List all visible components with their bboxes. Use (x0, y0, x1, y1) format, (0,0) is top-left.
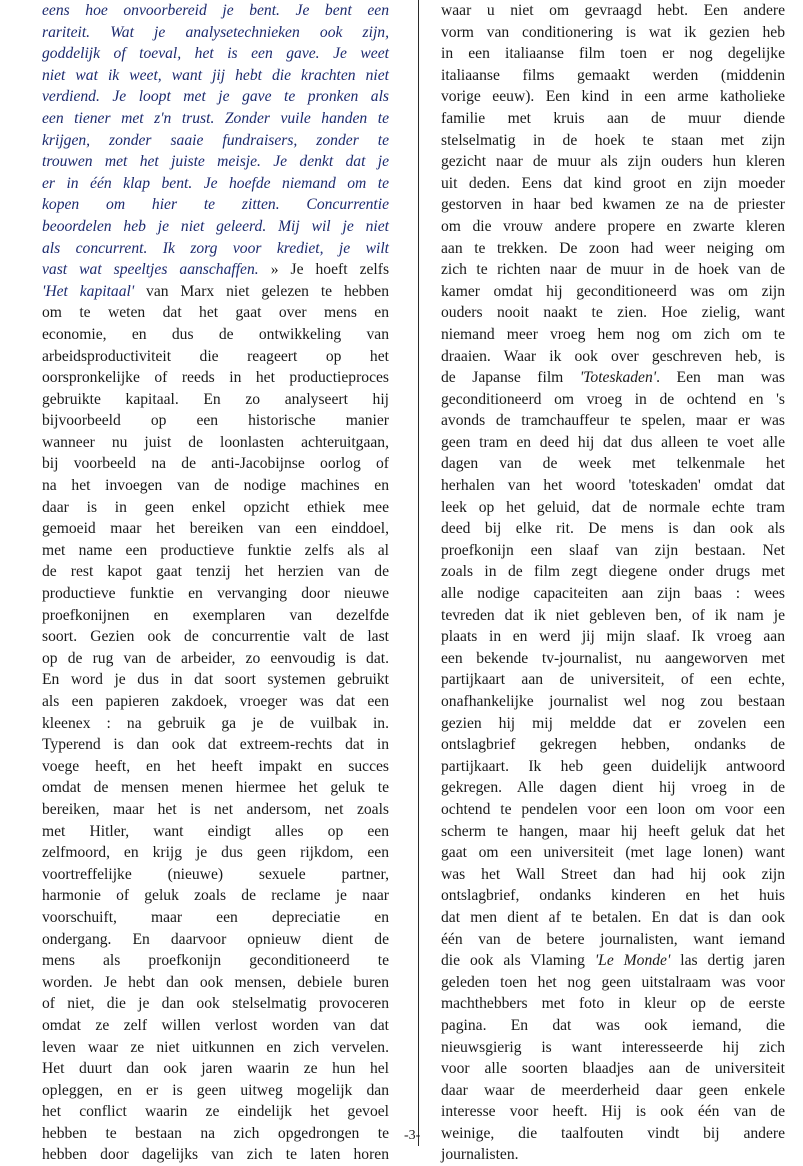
text-line: gezien hij mij meldde dat er zovelen een (441, 714, 785, 732)
text-line: beoordelen heb je niet geleerd. Mij wil je niet (42, 217, 389, 235)
text-line: met Hitler, want eindigt alles op een (42, 822, 389, 840)
text-line: scherm te hangen, maar hij heeft geluk dat het (441, 822, 785, 840)
left-text-column (42, 0, 389, 1166)
text-line: vorige eeuw). Een kind in een arme katholieke (441, 88, 785, 106)
text-line: hebben te bestaan na zich opgedrongen te (42, 1124, 389, 1142)
text-line: in een italiaanse film toen er nog degelijke (441, 45, 785, 63)
text-line: gestorven in haar bed kwamen ze na de priester (441, 196, 785, 214)
text-line: dat men dient af te betalen. En dat is dan ook (441, 908, 785, 926)
text-line: aan te trekken. De zoon had weer neiging om (441, 239, 785, 257)
text-line: gemoeid maar het bereiken van een einddoel, (42, 520, 389, 538)
page-number: -3- (404, 1128, 421, 1143)
text-line: met name een productieve funktie zelfs als al (42, 541, 389, 559)
text-line: wanneer nu juist de loonlasten achteruitgaan, (42, 433, 389, 451)
text-line: ouders nooit naakt te zien. Hoe zielig, want (441, 304, 785, 322)
text-line: zelfmoord, en krijg je dus geen rijkdom, een (42, 844, 389, 862)
text-line: gekregen. Alle dagen dient hij vroeg in de (441, 779, 785, 797)
text-line: het conflict waarin ze eindelijk het gevoel (42, 1103, 389, 1121)
text-line: als een papieren zakdoek, vroeger was dat een (42, 693, 389, 710)
text-line: voor alle soorten blaadjes aan de universiteit (441, 1060, 785, 1078)
text-line: productieve funktie en vervanging door nieuwe (42, 585, 389, 603)
text-line: goddelijk of toeval, het is een gave. Je weet (42, 45, 389, 63)
text-line: bijvoorbeeld op een historische manier (42, 412, 389, 430)
text-line: na het invoegen van de nodige machines en (42, 477, 389, 495)
text-line: vorm van conditionering is wat ik gezien heb (441, 23, 785, 41)
text-line: kleenex : na gebruik ga je de vuilbak in. (42, 714, 389, 732)
text-line: familie met kruis aan de muur diende (441, 109, 785, 127)
text-line: om te weten dat het gaat over mens en (42, 304, 389, 322)
italic-text: 'Het kapitaal' (42, 282, 135, 300)
text-line: de rest kapot gaat tenzij het herzien van de (42, 563, 389, 581)
text-line: bereiken, maar het is net andersom, net zoals (42, 800, 389, 818)
text-line: proefkonijn een slaaf van zijn bestaan. Net (441, 541, 785, 559)
text-line: bij voorbeeld na de anti-Jacobijnse oorlog of (42, 455, 389, 473)
text-line: plaats in en werd jij mijn slaaf. Ik vroeg aan (441, 628, 785, 646)
text-line: economie, en dus de ontwikkeling van (42, 325, 389, 343)
text-line: harmonie of geluk zoals de reclame je naar (42, 887, 389, 905)
text-line: partijkaart. Ik heb geen duidelijk antwoord (441, 757, 785, 775)
text-line: zich te richten naar de muur in de hoek van de (441, 261, 785, 279)
text-line: rariteit. Wat je analysetechnieken ook zijn, (42, 23, 389, 41)
text-line: interesse voor heeft. Hij is ook één van de (441, 1103, 785, 1121)
text-line: partijkaart aan de universiteit, of een echte, (441, 671, 785, 689)
text-line: daar waar de meerderheid daar geen enkele (441, 1081, 785, 1099)
text-line: eens hoe onvoorbereid je bent. Je bent een (42, 2, 389, 19)
roman-text: die ook als Vlaming (441, 952, 595, 970)
text-line: leven waar ze niet uitkunnen en zich vervelen. (42, 1038, 389, 1056)
italic-text: vast wat speeltjes aanschaffen. (42, 261, 259, 279)
text-line: was het Wall Street dan had hij ook zijn (441, 865, 785, 883)
text-line: niet wat ik weet, want jij hebt die krachten niet (42, 66, 389, 84)
text-line: als concurrent. Ik zorg voor krediet, je wilt (42, 239, 389, 257)
text-line: oorspronkelijke of reeds in het productieproces (42, 369, 389, 387)
text-line: alle nodige capaciteiten aan zijn baas : wees (441, 585, 785, 603)
text-line: er in één klap bent. Je hoefde niemand om te (42, 174, 389, 192)
text-line: Het duurt dan ook jaren waarin ze hun hel (42, 1060, 389, 1078)
text-line: weinige, die taalfouten vindt bij andere (441, 1124, 785, 1142)
text-line: proefkonijnen en exemplaren van dezelfde (42, 606, 389, 624)
roman-text: las dertig jaren (670, 952, 786, 970)
text-line: En word je dus in dat soort systemen gebruikt (42, 671, 389, 689)
text-line: geleden toen het nog geen uitstalraam was voor (441, 973, 785, 991)
text-line: journalisten. (441, 1146, 519, 1164)
right-text-column (441, 0, 785, 1166)
italic-title: 'Le Monde' (594, 952, 671, 970)
text-line: op de rug van de arbeider, zo eenvoudig is dat. (42, 649, 389, 667)
text-line: draaien. Waar ik ook over geschreven heb, is (441, 347, 785, 365)
text-line: hebben door dagelijks van zich te laten horen (42, 1146, 389, 1164)
text-line (42, 259, 389, 281)
text-line: kamer omdat hij geconditioneerd was om zijn (441, 282, 785, 300)
text-line: dagen van de week met telkenmale het (441, 455, 785, 473)
text-line: een bekende tv-journalist, nu aangeworven met (441, 649, 785, 667)
text-line: leek op het geluid, dat de normale echte tram (441, 498, 785, 516)
text-line (42, 281, 389, 303)
text-line: omdat ze zelf willen verlost worden van dat (42, 1016, 389, 1034)
text-line (441, 950, 785, 972)
roman-text: de Japanse film (441, 369, 580, 387)
text-line: trouwen met het juiste meisje. Je denkt dat je (42, 153, 389, 171)
text-line: herhalen van het woord 'toteskaden' omdat dat (441, 477, 785, 495)
text-line: omdat de mensen menen hiermee het geluk te (42, 779, 389, 797)
text-line: geconditioneerd om vroeg in de ochtend en 's (441, 390, 785, 408)
text-line: mens als proefkonijn geconditioneerd te (42, 952, 389, 970)
text-line: stelselmatig in de hoek te staan met zijn (441, 131, 785, 149)
text-line: voortreffelijke (nieuwe) sexuele partner, (42, 865, 389, 883)
text-line: niemand meer vroeg hem nog om zich om te (441, 325, 785, 343)
text-line: italiaanse films gemaakt werden (middenin (441, 66, 785, 84)
text-line: of niet, die je dan ook stelselmatig provoceren (42, 995, 389, 1013)
text-line: zoals in de film zegt diegene onder drugs met (441, 563, 785, 581)
text-line: deed bij elke rit. De mens is dan ook als (441, 520, 785, 538)
text-line: waar u niet om gevraagd hebt. Een andere (441, 2, 785, 19)
text-line: voege heeft, en het heeft impakt en succes (42, 757, 389, 775)
text-line (441, 367, 785, 389)
text-line: kopen om hier te zitten. Concurrentie (42, 196, 389, 214)
text-line: soort. Gezien ook de concurrentie valt de last (42, 628, 389, 646)
roman-text: van Marx niet gelezen te hebben (134, 282, 389, 300)
text-line: machthebbers met foto in kleur op de eerste (441, 995, 785, 1013)
text-line: gezicht naar de muur als zijn ouders hun kleren (441, 153, 785, 171)
text-line: worden. Je hebt dan ook mensen, debiele buren (42, 973, 389, 991)
text-line: nieuwsgierig is want interesseerde hij zich (441, 1038, 785, 1056)
italic-title: 'Toteskaden' (579, 369, 657, 387)
text-line: uit deden. Eens dat kind groot en zijn moeder (441, 174, 785, 192)
text-line: opleggen, en er is geen uitweg mogelijk dan (42, 1081, 389, 1099)
text-line: ontslagbrief, ondanks kinderen en het huis (441, 887, 785, 905)
text-line: gebruikte kapitaal. En zo analyseert hij (42, 390, 389, 408)
text-line: gaat om een universiteit (met lage lonen) want (441, 844, 785, 862)
text-line: Typerend is dan ook dat extreem-rechts dat in (42, 736, 389, 754)
text-line: voorschuift, maar een depreciatie en (42, 908, 389, 926)
text-line: geen tram en deed hij dat dus alleen te voet alle (441, 433, 785, 451)
text-line: pagina. En dat was ook iemand, die (441, 1016, 785, 1034)
text-line: krijgen, zonder saaie fundraisers, zonder te (42, 131, 389, 149)
text-line: verdiend. Je loopt met je gave te pronken als (42, 88, 389, 106)
text-line: één van de betere journalisten, want iemand (441, 930, 785, 948)
column-divider (418, 0, 419, 1146)
text-line: om die vrouw andere propere en zwarte kleren (441, 217, 785, 235)
text-line: een tiener met z'n trust. Zonder vuile handen te (42, 109, 389, 127)
text-line: onafhankelijke journalist wel nog zou bestaan (441, 693, 785, 710)
text-line: ondergang. En daarvoor opnieuw dient de (42, 930, 389, 948)
text-line: ontslagbrief gekregen hebben, ondanks de (441, 736, 785, 754)
roman-text: . Een man was (656, 369, 785, 387)
text-line: ochtend te pendelen voor een loon om voor een (441, 800, 785, 818)
text-line: avonds de tramchauffeur te spelen, maar er was (441, 412, 785, 430)
text-line: daar is in geen enkel opzicht ethiek mee (42, 498, 389, 516)
roman-text: » Je hoeft zelfs (258, 261, 390, 279)
text-line: tevreden dat ik niet gebleven ben, of ik nam je (441, 606, 785, 624)
text-line: arbeidsproductiviteit die reageert op het (42, 347, 389, 365)
